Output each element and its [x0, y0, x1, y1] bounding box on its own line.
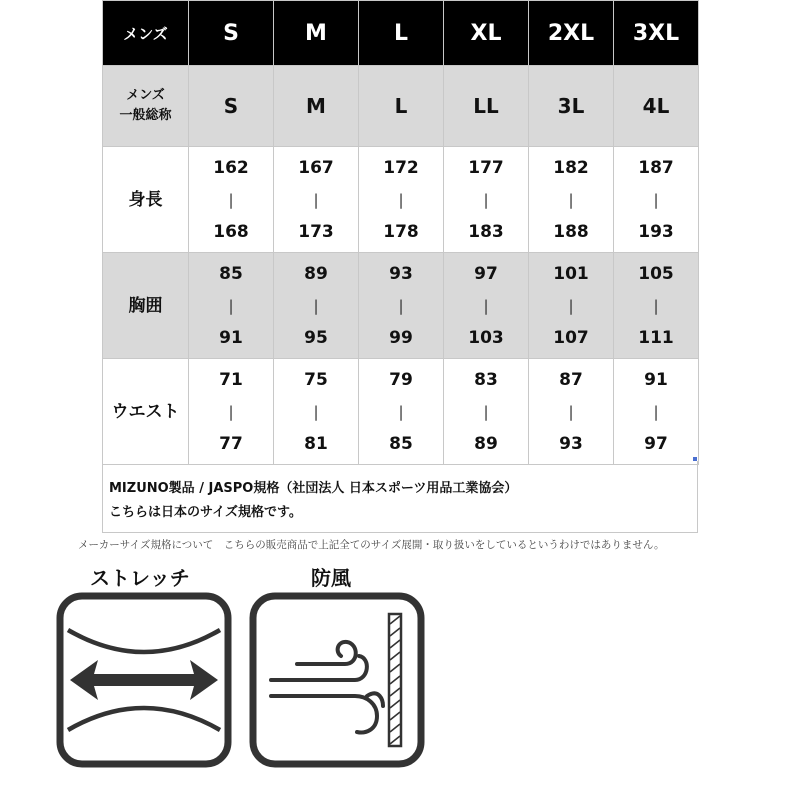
- range-min: 87: [559, 369, 583, 390]
- maker-size-disclaimer: メーカーサイズ規格について こちらの販売商品で上記全てのサイズ展開・取り扱いをしているというわけではありません。: [78, 539, 665, 551]
- range-sep: |: [568, 296, 574, 315]
- general-size-cell: LL: [444, 66, 529, 147]
- measurement-range-cell: [444, 253, 529, 359]
- range-max: 173: [298, 221, 334, 242]
- range-sep: |: [313, 402, 319, 421]
- range-max: 89: [474, 433, 498, 454]
- range-min: 85: [219, 263, 243, 284]
- range-sep: |: [228, 296, 234, 315]
- measurement-row: [103, 253, 699, 359]
- range-max: 183: [468, 221, 504, 242]
- measurement-range-cell: [529, 253, 614, 359]
- range-sep: |: [313, 296, 319, 315]
- measurement-range-cell: [529, 147, 614, 253]
- range-max: 77: [219, 433, 243, 454]
- range-max: 188: [553, 221, 589, 242]
- range-max: 85: [389, 433, 413, 454]
- range-sep: |: [483, 190, 489, 209]
- range-min: 97: [474, 263, 498, 284]
- range-min: 101: [553, 263, 589, 284]
- range-min: 79: [389, 369, 413, 390]
- range-max: 99: [389, 327, 413, 348]
- stretch-feature-title: ストレッチ: [90, 566, 190, 590]
- measurement-range-cell: [359, 253, 444, 359]
- range-sep: |: [483, 402, 489, 421]
- range-min: 91: [644, 369, 668, 390]
- range-sep: |: [568, 190, 574, 209]
- range-min: 177: [468, 157, 504, 178]
- windproof-feature-title: 防風: [311, 566, 351, 590]
- range-max: 97: [644, 433, 668, 454]
- measurement-range-cell: [189, 147, 274, 253]
- general-size-label: [103, 66, 189, 147]
- size-header-cell: 3XL: [614, 1, 699, 66]
- measurement-range-cell: [274, 147, 359, 253]
- measurement-range-cell: [614, 359, 699, 465]
- range-min: 75: [304, 369, 328, 390]
- range-min: 105: [638, 263, 674, 284]
- header-label: メンズ: [103, 1, 189, 66]
- measurement-label: ウエスト: [103, 359, 189, 465]
- general-label-line1: メンズ: [126, 88, 165, 103]
- range-max: 111: [638, 327, 674, 348]
- measurement-row: [103, 359, 699, 465]
- range-min: 83: [474, 369, 498, 390]
- range-min: 162: [213, 157, 249, 178]
- measurement-range-cell: [444, 147, 529, 253]
- range-min: 71: [219, 369, 243, 390]
- range-max: 81: [304, 433, 328, 454]
- range-sep: |: [228, 190, 234, 209]
- size-header-cell: S: [189, 1, 274, 66]
- size-header-cell: XL: [444, 1, 529, 66]
- measurement-range-cell: [359, 359, 444, 465]
- note-standard: MIZUNO製品 / JASPO規格（社団法人 日本スポーツ用品工業協会）: [109, 481, 518, 496]
- measurement-range-cell: [614, 253, 699, 359]
- range-max: 178: [383, 221, 419, 242]
- range-max: 103: [468, 327, 504, 348]
- range-sep: |: [398, 190, 404, 209]
- range-min: 182: [553, 157, 589, 178]
- size-header-cell: 2XL: [529, 1, 614, 66]
- range-sep: |: [398, 296, 404, 315]
- size-chart-table: [102, 0, 699, 465]
- range-min: 172: [383, 157, 419, 178]
- range-min: 89: [304, 263, 328, 284]
- measurement-range-cell: [274, 253, 359, 359]
- measurement-label: 胸囲: [103, 253, 189, 359]
- range-max: 193: [638, 221, 674, 242]
- note-japan-size: こちらは日本のサイズ規格です。: [109, 505, 302, 520]
- stretch-icon: [56, 592, 232, 768]
- measurement-label: 身長: [103, 147, 189, 253]
- general-size-cell: M: [274, 66, 359, 147]
- measurement-range-cell: [274, 359, 359, 465]
- range-sep: |: [568, 402, 574, 421]
- measurement-range-cell: [529, 359, 614, 465]
- general-size-cell: 3L: [529, 66, 614, 147]
- range-min: 167: [298, 157, 334, 178]
- range-sep: |: [398, 402, 404, 421]
- range-max: 95: [304, 327, 328, 348]
- measurement-range-cell: [189, 253, 274, 359]
- general-size-cell: 4L: [614, 66, 699, 147]
- measurement-range-cell: [614, 147, 699, 253]
- windproof-icon: [249, 592, 425, 768]
- corner-marker: [693, 457, 697, 461]
- range-sep: |: [653, 402, 659, 421]
- general-size-cell: S: [189, 66, 274, 147]
- measurement-rows: [103, 147, 699, 465]
- range-sep: |: [228, 402, 234, 421]
- range-sep: |: [653, 190, 659, 209]
- general-size-cell: L: [359, 66, 444, 147]
- range-max: 93: [559, 433, 583, 454]
- range-sep: |: [483, 296, 489, 315]
- range-sep: |: [313, 190, 319, 209]
- range-sep: |: [653, 296, 659, 315]
- size-header-cell: L: [359, 1, 444, 66]
- measurement-range-cell: [189, 359, 274, 465]
- size-header-cell: M: [274, 1, 359, 66]
- measurement-range-cell: [359, 147, 444, 253]
- range-max: 168: [213, 221, 249, 242]
- range-max: 91: [219, 327, 243, 348]
- size-header-row: [103, 1, 699, 66]
- range-min: 187: [638, 157, 674, 178]
- range-min: 93: [389, 263, 413, 284]
- size-standard-note: [102, 461, 698, 533]
- general-label-line2: 一般総称: [119, 108, 172, 123]
- range-max: 107: [553, 327, 589, 348]
- measurement-range-cell: [444, 359, 529, 465]
- measurement-row: [103, 147, 699, 253]
- general-size-row: [103, 66, 699, 147]
